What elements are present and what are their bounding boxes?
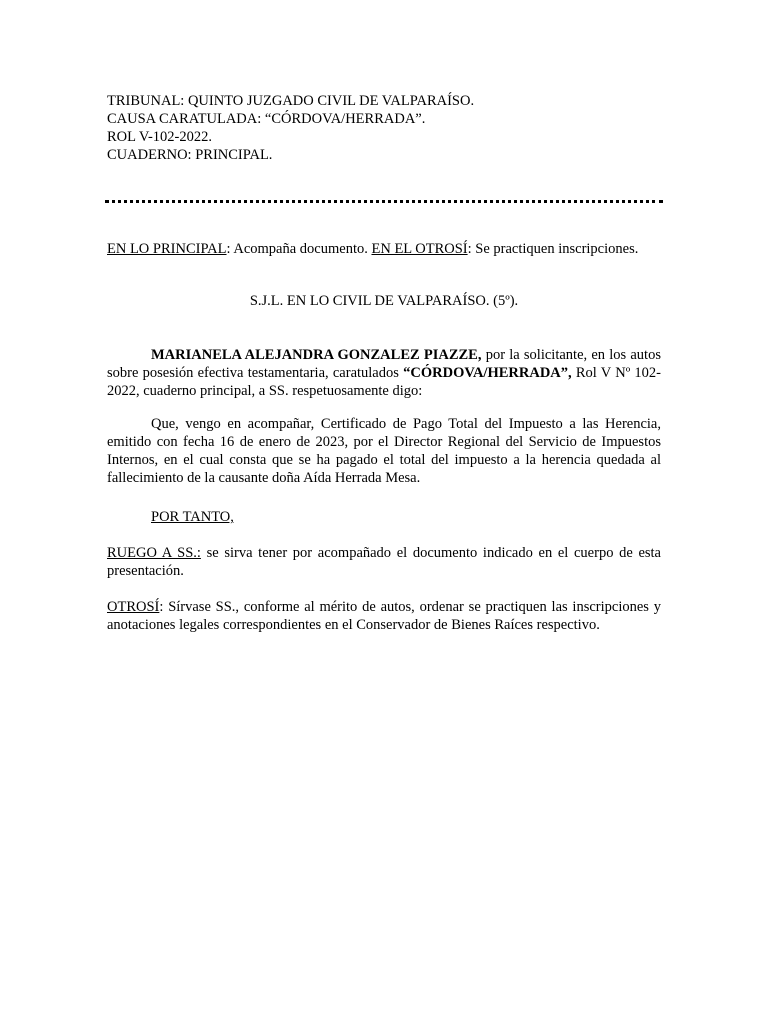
body-paragraph: Que, vengo en acompañar, Certificado de Pago Total del Impuesto a las Herencia, emitido con fecha 16 de enero de 2023, por el Director Regional del Servicio de Impuestos Internos, en el cual consta que se ha pagado el total del impuesto a la herencia quedada al fallecimiento de la causante doña Aída Herrada Mesa.: [107, 416, 661, 486]
cuaderno-line: CUADERNO: PRINCIPAL.: [107, 147, 273, 163]
otrosi-summa-text: : Se practiquen inscripciones.: [467, 241, 639, 257]
rol-line: ROL V-102-2022.: [107, 129, 212, 145]
principal-text: : Acompaña documento.: [226, 241, 372, 257]
case-header: [107, 92, 661, 164]
ruego-label: RUEGO A SS.:: [107, 545, 201, 561]
ruego-paragraph: [107, 544, 661, 580]
otrosi-summa-label: EN EL OTROSÍ: [371, 241, 468, 257]
por-tanto: [107, 508, 705, 526]
dotted-divider: [105, 200, 663, 203]
por-tanto-label: POR TANTO,: [151, 509, 234, 525]
intro-text-b: Rol V Nº 102-2022, cuaderno principal, a SS. respetuosamente digo:: [107, 365, 661, 399]
otrosi-text: : Sírvase SS., conforme al mérito de autos, ordenar se practiquen las inscripciones y anotaciones legales correspondientes en el Conservador de Bienes Raíces respectivo.: [107, 599, 661, 633]
court-addressee: S.J.L. EN LO CIVIL DE VALPARAÍSO. (5º).: [249, 293, 519, 309]
intro-paragraph: [107, 346, 661, 400]
petitioner-name: MARIANELA ALEJANDRA GONZALEZ PIAZZE,: [151, 347, 482, 363]
summa-line: [107, 240, 661, 258]
principal-label: EN LO PRINCIPAL: [107, 241, 227, 257]
otrosi-paragraph: [107, 598, 661, 634]
caratula-name: “CÓRDOVA/HERRADA”,: [403, 365, 572, 381]
tribunal-line: TRIBUNAL: QUINTO JUZGADO CIVIL DE VALPARAÍSO.: [107, 93, 475, 109]
intro-text-a: por la solicitante, en los autos sobre posesión efectiva testamentaria, caratulados: [107, 347, 661, 381]
otrosi-label: OTROSÍ: [107, 599, 160, 615]
ruego-text: se sirva tener por acompañado el documento indicado en el cuerpo de esta presentación.: [107, 545, 661, 579]
causa-line: CAUSA CARATULADA: “CÓRDOVA/HERRADA”.: [107, 111, 426, 127]
